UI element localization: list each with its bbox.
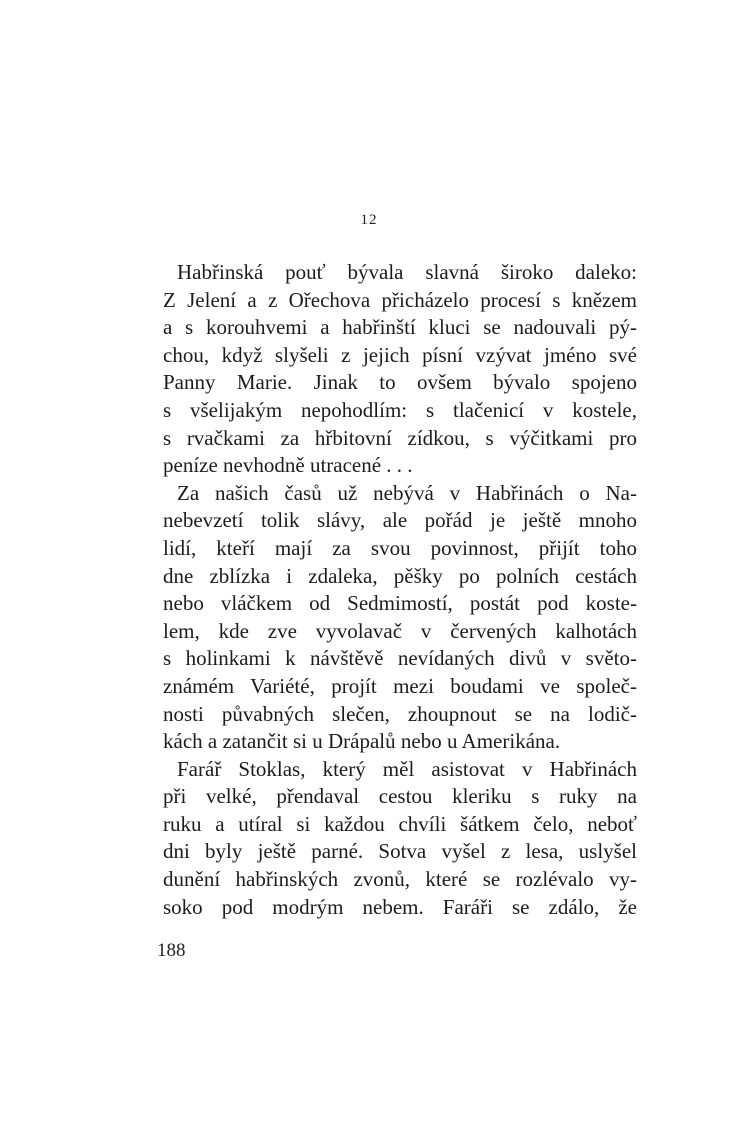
text-line: kách a zatančit si u Drápalů nebo u Amerikána. — [163, 729, 561, 754]
text-line: lem, kde zve vyvolavač v červených kalhotách — [163, 618, 637, 643]
text-line: nosti půvabných slečen, zhoupnout se na lodič- — [163, 701, 637, 726]
text-line: s holinkami k návštěvě nevídaných divů v světo- — [163, 646, 637, 671]
text-line: nebevzetí tolik slávy, ale pořád je ještě mnoho — [163, 508, 637, 533]
text-line: Z Jelení a z Ořechova přicházelo procesí s knězem — [163, 287, 637, 312]
text-line: Panny Marie. Jinak to ovšem bývalo spojeno — [163, 370, 637, 395]
body-text — [163, 259, 637, 921]
text-line: soko pod modrým nebem. Faráři se zdálo, že — [163, 894, 637, 919]
text-line: peníze nevhodně utracené . . . — [163, 453, 413, 478]
text-line: ruku a utíral si každou chvíli šátkem čelo, neboť — [163, 811, 637, 836]
text-line: známém Variété, projít mezi boudami ve společ- — [163, 673, 637, 698]
text-line: lidí, kteří mají za svou povinnost, přijít toho — [163, 535, 637, 560]
text-line: s rvačkami za hřbitovní zídkou, s výčitkami pro — [163, 425, 637, 450]
text-line: nebo vláčkem od Sedmimostí, postát pod koste- — [163, 591, 637, 616]
text-line: při velké, přendaval cestou kleriku s ruky na — [163, 784, 637, 809]
text-line: a s korouhvemi a habřinští kluci se nadouvali pý- — [163, 315, 637, 340]
text-line: dne zblízka i zdaleka, pěšky po polních cestách — [163, 563, 637, 588]
chapter-number: 12 — [360, 212, 378, 228]
text-line: Za našich časů už nebývá v Habřinách o Na- — [177, 480, 637, 505]
text-line: s všelijakým nepohodlím: s tlačenicí v kostele, — [163, 397, 637, 422]
text-line: Habřinská pouť bývala slavná široko daleko: — [177, 260, 637, 284]
text-line: dunění habřinských zvonů, které se rozlévalo vy- — [163, 867, 637, 892]
text-line: Farář Stoklas, který měl asistovat v Habřinách — [177, 756, 637, 781]
text-line: dni byly ještě parné. Sotva vyšel z lesa, uslyšel — [163, 839, 637, 864]
page-number: 188 — [157, 940, 186, 961]
text-line: chou, když slyšeli z jejich písní vzývat jméno své — [163, 342, 637, 367]
